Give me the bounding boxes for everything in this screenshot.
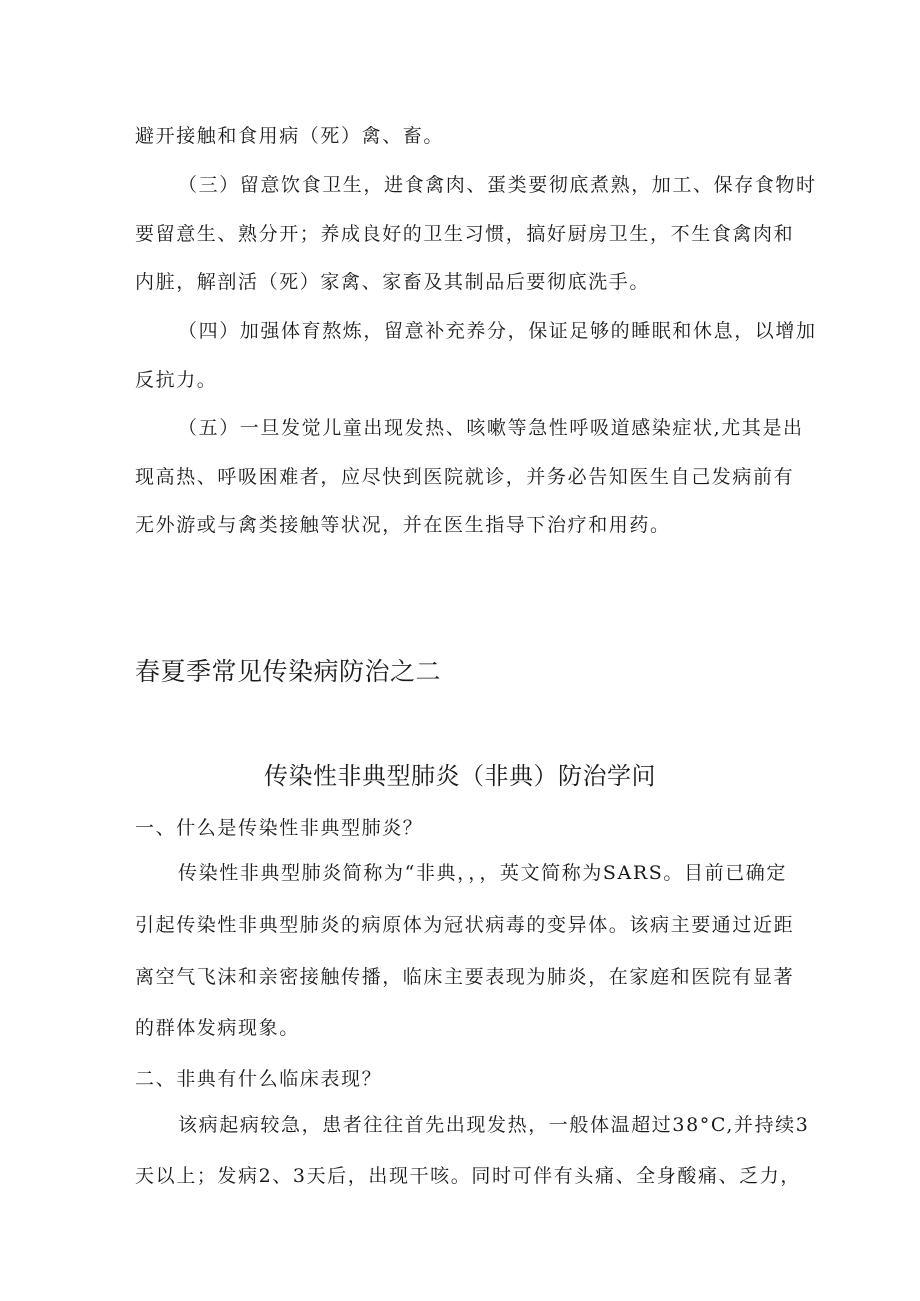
paragraph-line: 内脏，解剖活（死）家禽、家畜及其制品后要彻底洗手。 (135, 271, 651, 293)
paragraph-line: 反抗力。 (135, 369, 218, 391)
paragraph-line: 现高热、呼吸困难者，应尽快到医院就诊，并务必告知医生自己发病前有 (135, 466, 795, 488)
paragraph-line: 的群体发病现象。 (135, 1017, 300, 1039)
paragraph-line: 避开接触和食用病（死）禽、畜。 (135, 125, 445, 147)
paragraph-line: 离空气飞沫和亲密接触传播，临床主要表现为肺炎，在家庭和医院有显著 (135, 966, 795, 988)
paragraph-line: 引起传染性非典型肺炎的病原体为冠状病毒的变异体。该病主要通过近距 (135, 914, 795, 936)
paragraph-line: 要留意生、熟分开；养成良好的卫生习惯，搞好厨房卫生，不生食禽肉和 (135, 223, 795, 245)
paragraph-line: 无外游或与禽类接触等状况，并在医生指导下治疗和用药。 (135, 514, 671, 536)
paragraph-line: 传染性非典型肺炎简称为“非典，，，英文简称为SARS。目前已确定 (178, 862, 787, 884)
paragraph-line: （四）加强体育熬炼，留意补充养分，保证足够的睡眠和休息，以增加 (178, 320, 817, 342)
paragraph-line: （五）一旦发觉儿童出现发热、咳嗽等急性呼吸道感染症状,尤其是出 (178, 417, 804, 439)
paragraph-line: 该病起病较急，患者往往首先出现发热，一般体温超过38°C,并持续3 (178, 1114, 810, 1136)
question-heading-1: 一、什么是传染性非典型肺炎？ (135, 817, 424, 839)
section-title: 春夏季常见传染病防治之二 (135, 657, 442, 686)
paragraph-line: （三）留意饮食卫生，进食禽肉、蛋类要彻底煮熟，加工、保存食物时 (178, 174, 817, 196)
paragraph-line: 天以上；发病2、3天后，出现干咳。同时可伴有头痛、全身酸痛、乏力， (135, 1165, 801, 1187)
question-heading-2: 二、非典有什么临床表现？ (135, 1068, 383, 1090)
document-title: 传染性非典型肺炎（非典）防治学问 (264, 762, 656, 790)
